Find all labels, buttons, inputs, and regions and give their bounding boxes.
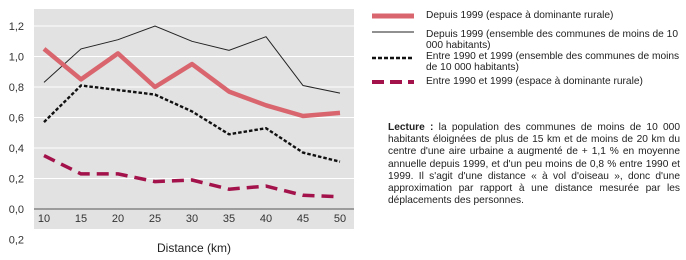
legend-label: Entre 1990 et 1999 (ensemble des communes de moins de 10 000 habitants) bbox=[426, 51, 680, 73]
legend-swatch-dashed-crimson bbox=[372, 76, 414, 89]
x-tick-label: 50 bbox=[333, 213, 347, 225]
x-tick-label: 45 bbox=[296, 213, 310, 225]
legend-swatch-dotted-black bbox=[372, 51, 414, 64]
legend-swatch-thin-black bbox=[372, 29, 414, 42]
legend-label: Depuis 1999 (espace à dominante rurale) bbox=[426, 10, 614, 21]
reading-note-text: la population des communes de moins de 10 000 habitants éloignées de plus de 15 km et de moins de 20 km du centre d'une aire urbaine a augmenté de + 1,1 % en moyenne annuelle depuis 1999, et d'un peu moins de 0,8 % entre 1990 et 1999. Il s'agit d'une distance « à vol d'oiseau », donc d'une approximation par rapport à une distance mesurée par les déplacements des personnes. bbox=[388, 122, 680, 207]
x-tick-label: 30 bbox=[185, 213, 199, 225]
y-tick-label: 0,0 bbox=[8, 204, 24, 216]
reading-note-label: Lecture : bbox=[388, 122, 434, 133]
legend-label: Depuis 1999 (ensemble des communes de moins de 10 000 habitants) bbox=[426, 29, 679, 51]
legend-item-rural-1990-1999 bbox=[372, 76, 686, 89]
x-axis-ticks bbox=[38, 213, 346, 225]
legend-label: Entre 1990 et 1999 (espace à dominante rurale) bbox=[426, 76, 643, 87]
legend-swatch-thick-red bbox=[372, 10, 414, 23]
x-axis-title: Distance (km) bbox=[156, 241, 232, 255]
x-tick-label: 35 bbox=[222, 213, 236, 225]
y-axis-ticks bbox=[9, 21, 24, 247]
y-tick-label: 0,2 bbox=[8, 173, 24, 186]
x-tick-label: 40 bbox=[259, 213, 273, 225]
x-tick-label: 15 bbox=[74, 213, 88, 225]
y-tick-label: 1,2 bbox=[8, 21, 24, 33]
chart-legend bbox=[372, 10, 686, 87]
x-tick-label: 25 bbox=[148, 213, 162, 225]
reading-note bbox=[388, 122, 680, 207]
x-tick-label: 20 bbox=[111, 213, 125, 225]
y-tick-label: 0,8 bbox=[8, 82, 24, 94]
y-tick-label: 0,4 bbox=[8, 143, 24, 155]
y-tick-label: 1,0 bbox=[8, 51, 24, 64]
legend-item-all-1990-1999 bbox=[372, 51, 686, 73]
y-tick-label: 0,6 bbox=[8, 112, 24, 125]
legend-item-all-since-1999 bbox=[372, 29, 686, 51]
legend-item-rural-since-1999 bbox=[372, 10, 686, 23]
x-tick-label: 10 bbox=[37, 213, 51, 225]
y-tick-label: 0,2 bbox=[8, 234, 24, 247]
